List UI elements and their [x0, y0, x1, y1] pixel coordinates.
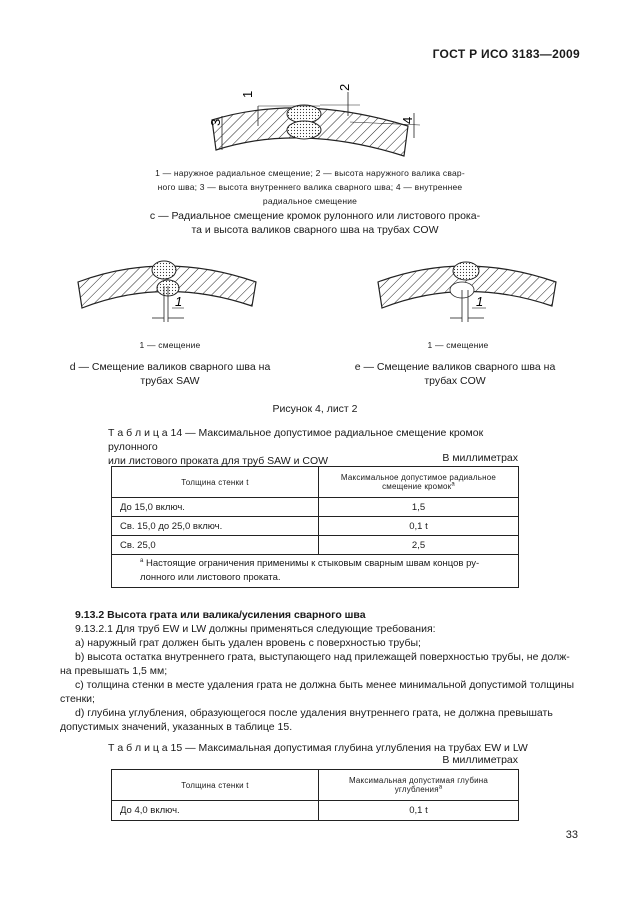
table14-header-offset: Максимальное допустимое радиальное смещение кромок$^a$: [319, 467, 519, 498]
table15-caption: Т а б л и ц а 15 — Максимальная допустимая глубина углубления на трубах EW и LW: [108, 742, 528, 754]
table-row: Св. 25,0 2,5: [112, 536, 519, 555]
table14-header-thickness: Толщина стенки t: [112, 467, 319, 498]
table14-units: В миллиметрах: [442, 452, 518, 464]
page-number: 33: [565, 829, 578, 841]
figure-e-drawing: [372, 256, 562, 326]
table15-units: В миллиметрах: [442, 754, 518, 766]
table15-header-thickness: Толщина стенки t: [112, 770, 319, 801]
table15-header-depth: Максимальная допустимая глубина углубления$^a$: [319, 770, 519, 801]
table-row: Св. 15,0 до 25,0 включ. 0,1 t: [112, 517, 519, 536]
figure-c-label-2: 2: [337, 83, 352, 91]
table14-footnote: $^a$ Настоящие ограничения применимы к стыковым сварным швам концов ру- лонного или листового проката.: [112, 555, 519, 588]
table-row: До 15,0 включ. 1,5: [112, 498, 519, 517]
figure-e-legend: 1 — смещение: [427, 340, 489, 350]
figure-e-caption: e — Смещение валиков сварного шва на трубах COW: [354, 361, 556, 387]
figure-d-legend: 1 — смещение: [139, 340, 201, 350]
table15: [111, 769, 519, 821]
standard-id: ГОСТ Р ИСО 3183—2009: [432, 47, 580, 61]
figure-c-label-4: 4: [400, 116, 415, 124]
figure-e-label-1: 1: [476, 294, 484, 309]
table14: [111, 466, 519, 588]
figure-d-drawing: [72, 256, 262, 326]
figure-c-drawing: [200, 78, 430, 160]
figure-c-legend: 1 — наружное радиальное смещение; 2 — высота наружного валика свар- ного шва; 3 — высота внутреннего валика сварного шва; 4 — внутреннее радиальное смещение: [155, 168, 465, 206]
figure-d-caption: d — Смещение валиков сварного шва на трубах SAW: [69, 361, 271, 387]
table14-caption: Т а б л и ц а 14 — Максимальное допустимое радиальное смещение кромок рулонного или листового проката для труб SAW и COW: [108, 427, 484, 467]
section-body: 9.13.2.1 Для труб EW и LW должны применяться следующие требования: a) наружный грат должен быть удален вровень с поверхностью трубы; b) высота остатка внутреннего грата, выступающего над прилежащей поверхностью трубы, не долж- на превышать 1,5 мм; c) толщина стенки в месте удаления грата не должна быть менее минимальной допустимой толщины стенки; d) глубина углубления, образующегося после удаления внутреннего грата, не должна превышать допустимых значений, указанных в таблице 15.: [60, 623, 575, 733]
section-heading: 9.13.2 Высота грата или валика/усиления сварного шва: [75, 609, 366, 621]
figure-c-label-1: 1: [240, 90, 255, 98]
table-row: До 4,0 включ. 0,1 t: [112, 801, 519, 821]
figure-c-caption: c — Радиальное смещение кромок рулонного или листового прока- та и высота валиков сварного шва на трубах COW: [149, 210, 481, 236]
figure-c-label-3: 3: [208, 118, 223, 126]
figure-d-label-1: 1: [175, 294, 183, 309]
figure-title: Рисунок 4, лист 2: [272, 403, 358, 415]
